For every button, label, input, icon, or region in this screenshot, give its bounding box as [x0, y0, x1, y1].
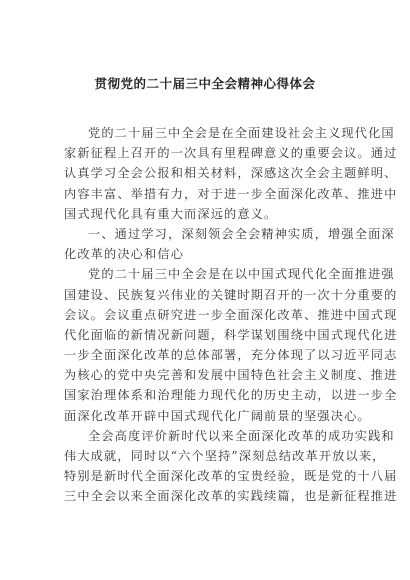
text-line: 伟大成就，同时以“六个坚持”深刻总结改革开放以来， — [64, 449, 386, 463]
text-line: 化改革的决心和信心 — [64, 247, 185, 262]
document-title: 贯彻党的二十届三中全会精神心得体会 — [94, 76, 316, 91]
text-line: 内容丰富、举措有力，对于进一步全面深化改革、推进中 — [64, 186, 398, 201]
text-line: 特别是新时代全面深化改革的宝贵经验，既是党的十八届 — [64, 469, 398, 484]
text-line: 全会高度评价新时代以来全面深化改革的成功实践和 — [88, 428, 395, 443]
text-line: 党的二十届三中全会是在以中国式现代化全面推进强 — [88, 267, 395, 282]
text-line: 一步全面深化改革的总体部署，充分体现了以习近平同志 — [64, 348, 398, 363]
text-line: 三中全会以来全面深化改革的实践续篇，也是新征程推进 — [64, 489, 398, 504]
text-line: 为核心的党中央完善和发展中国特色社会主义制度、推进 — [64, 368, 398, 383]
text-line: 认真学习全会公报和相关材料，深感这次全会主题鲜明、 — [64, 166, 398, 181]
text-line: 党的二十届三中全会是在全面建设社会主义现代化国 — [88, 126, 395, 140]
text-line: 会议。会议重点研究进一步全面深化改革、推进中国式现 — [64, 307, 398, 322]
text-line: 代化面临的新情况新问题，科学谋划围绕中国式现代化进 — [64, 327, 398, 342]
text-line: 国建设、民族复兴伟业的关键时期召开的一次十分重要的 — [64, 287, 398, 302]
text-line: 国家治理体系和治理能力现代化的历史主动，以进一步全 — [64, 388, 398, 403]
text-line: 面深化改革开辟中国式现代化广阔前景的坚强决心。 — [64, 408, 371, 423]
text-line: 国式现代化具有重大而深远的意义。 — [64, 206, 278, 221]
text-line: 一、通过学习，深刻领会全会精神实质，增强全面深 — [88, 226, 395, 241]
document-body — [64, 123, 398, 507]
text-line: 家新征程上召开的一次具有里程碑意义的重要会议。通过 — [64, 146, 398, 161]
